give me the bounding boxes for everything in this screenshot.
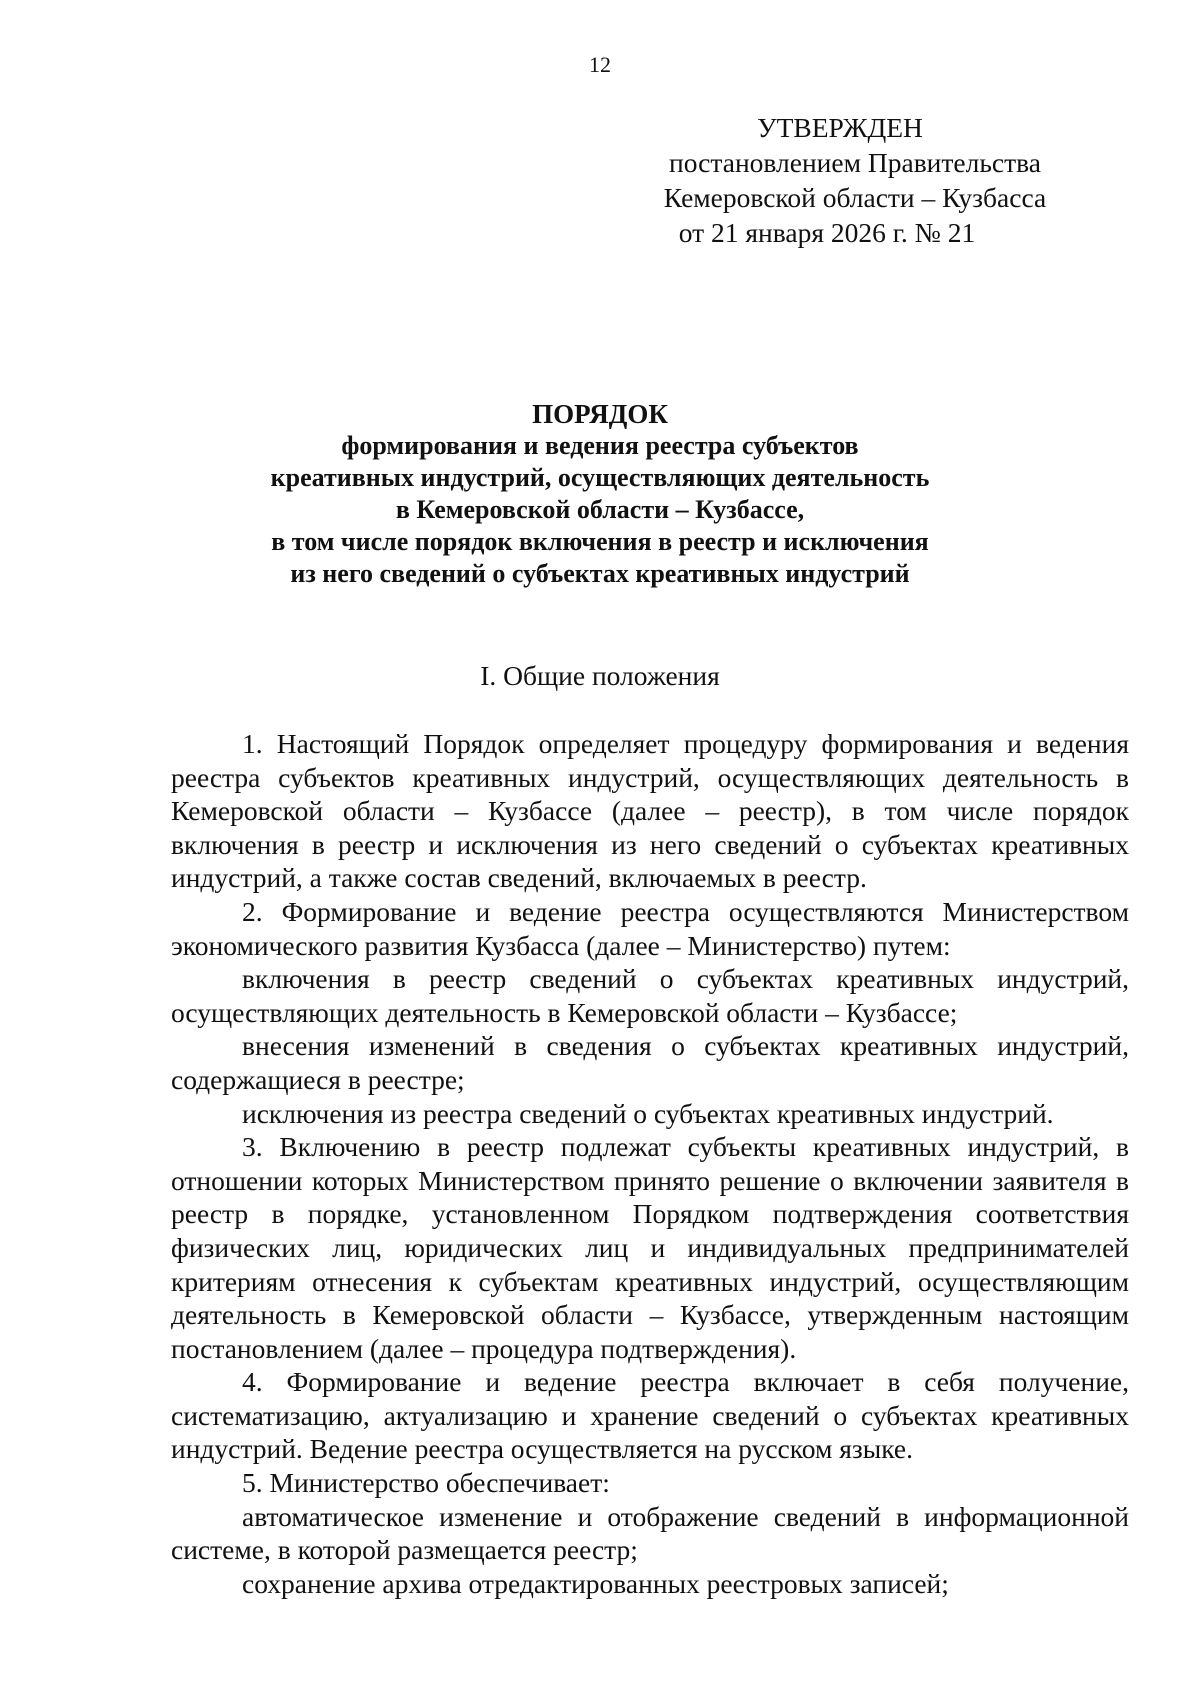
approval-line: Кемеровской области – Кузбасса [663,182,1047,213]
paragraph: 5. Министерство обеспечивает: [242,1467,610,1499]
approval-stamp [640,110,1070,250]
paragraph: сохранение архива отредактированных реестровых записей; [242,1567,949,1599]
document-title [160,398,1040,590]
approval-line: УТВЕРЖДЕН [757,112,923,143]
title-line: формирования и ведения реестра субъектов [341,431,859,460]
approval-line: постановлением Правительства [669,147,1041,178]
title-line: в том числе порядок включения в реестр и исключения [271,527,929,556]
paragraph: включения в реестр сведений о субъектах креативных индустрий, осуществляющих деятельность в Кемеровской области – Кузбассе; [171,963,1129,1028]
paragraph: 1. Настоящий Порядок определяет процедуру формирования и ведения реестра субъектов креативных индустрий, осуществляющих деятельность в Кемеровской области – Кузбассе (далее – реестр), в том числе порядок включения в реестр и исключения из него сведений о субъектах креативных индустрий, а также состав сведений, включаемых в реестр. [171,728,1129,894]
approval-line: от 21 января 2026 г. № 21 [678,217,976,248]
paragraph: внесения изменений в сведения о субъектах креативных индустрий, содержащиеся в реестре; [171,1030,1129,1095]
paragraph: автоматическое изменение и отображение сведений в информационной системе, в которой размещается реестр; [171,1500,1129,1566]
page-number: 12 [589,52,611,77]
paragraph: исключения из реестра сведений о субъектах креативных индустрий. [242,1097,1054,1129]
title-heading: ПОРЯДОК [532,399,668,429]
document-body [171,727,1129,1600]
title-line: креативных индустрий, осуществляющих деятельность [270,463,930,492]
title-line: из него сведений о субъектах креативных индустрий [290,559,910,588]
section-heading: I. Общие положения [480,660,720,691]
paragraph: 2. Формирование и ведение реестра осуществляются Министерством экономического развития Кузбасса (далее – Министерство) путем: [171,895,1129,961]
paragraph: 4. Формирование и ведение реестра включает в себя получение, систематизацию, актуализацию и хранение сведений о субъектах креативных индустрий. Ведение реестра осуществляется на русском языке. [171,1366,1129,1465]
paragraph: 3. Включению в реестр подлежат субъекты креативных индустрий, в отношении которых Министерством принято решение о включении заявителя в реестр в порядке, установленном Порядком подтверждения соответствия физических лиц, юридических лиц и индивидуальных предпринимателей критериям отнесения к субъектам креативных индустрий, осуществляющим деятельность в Кемеровской области – Кузбассе, утвержденным настоящим постановлением (далее – процедура подтверждения). [171,1131,1129,1364]
title-line: в Кемеровской области – Кузбассе, [395,495,805,524]
